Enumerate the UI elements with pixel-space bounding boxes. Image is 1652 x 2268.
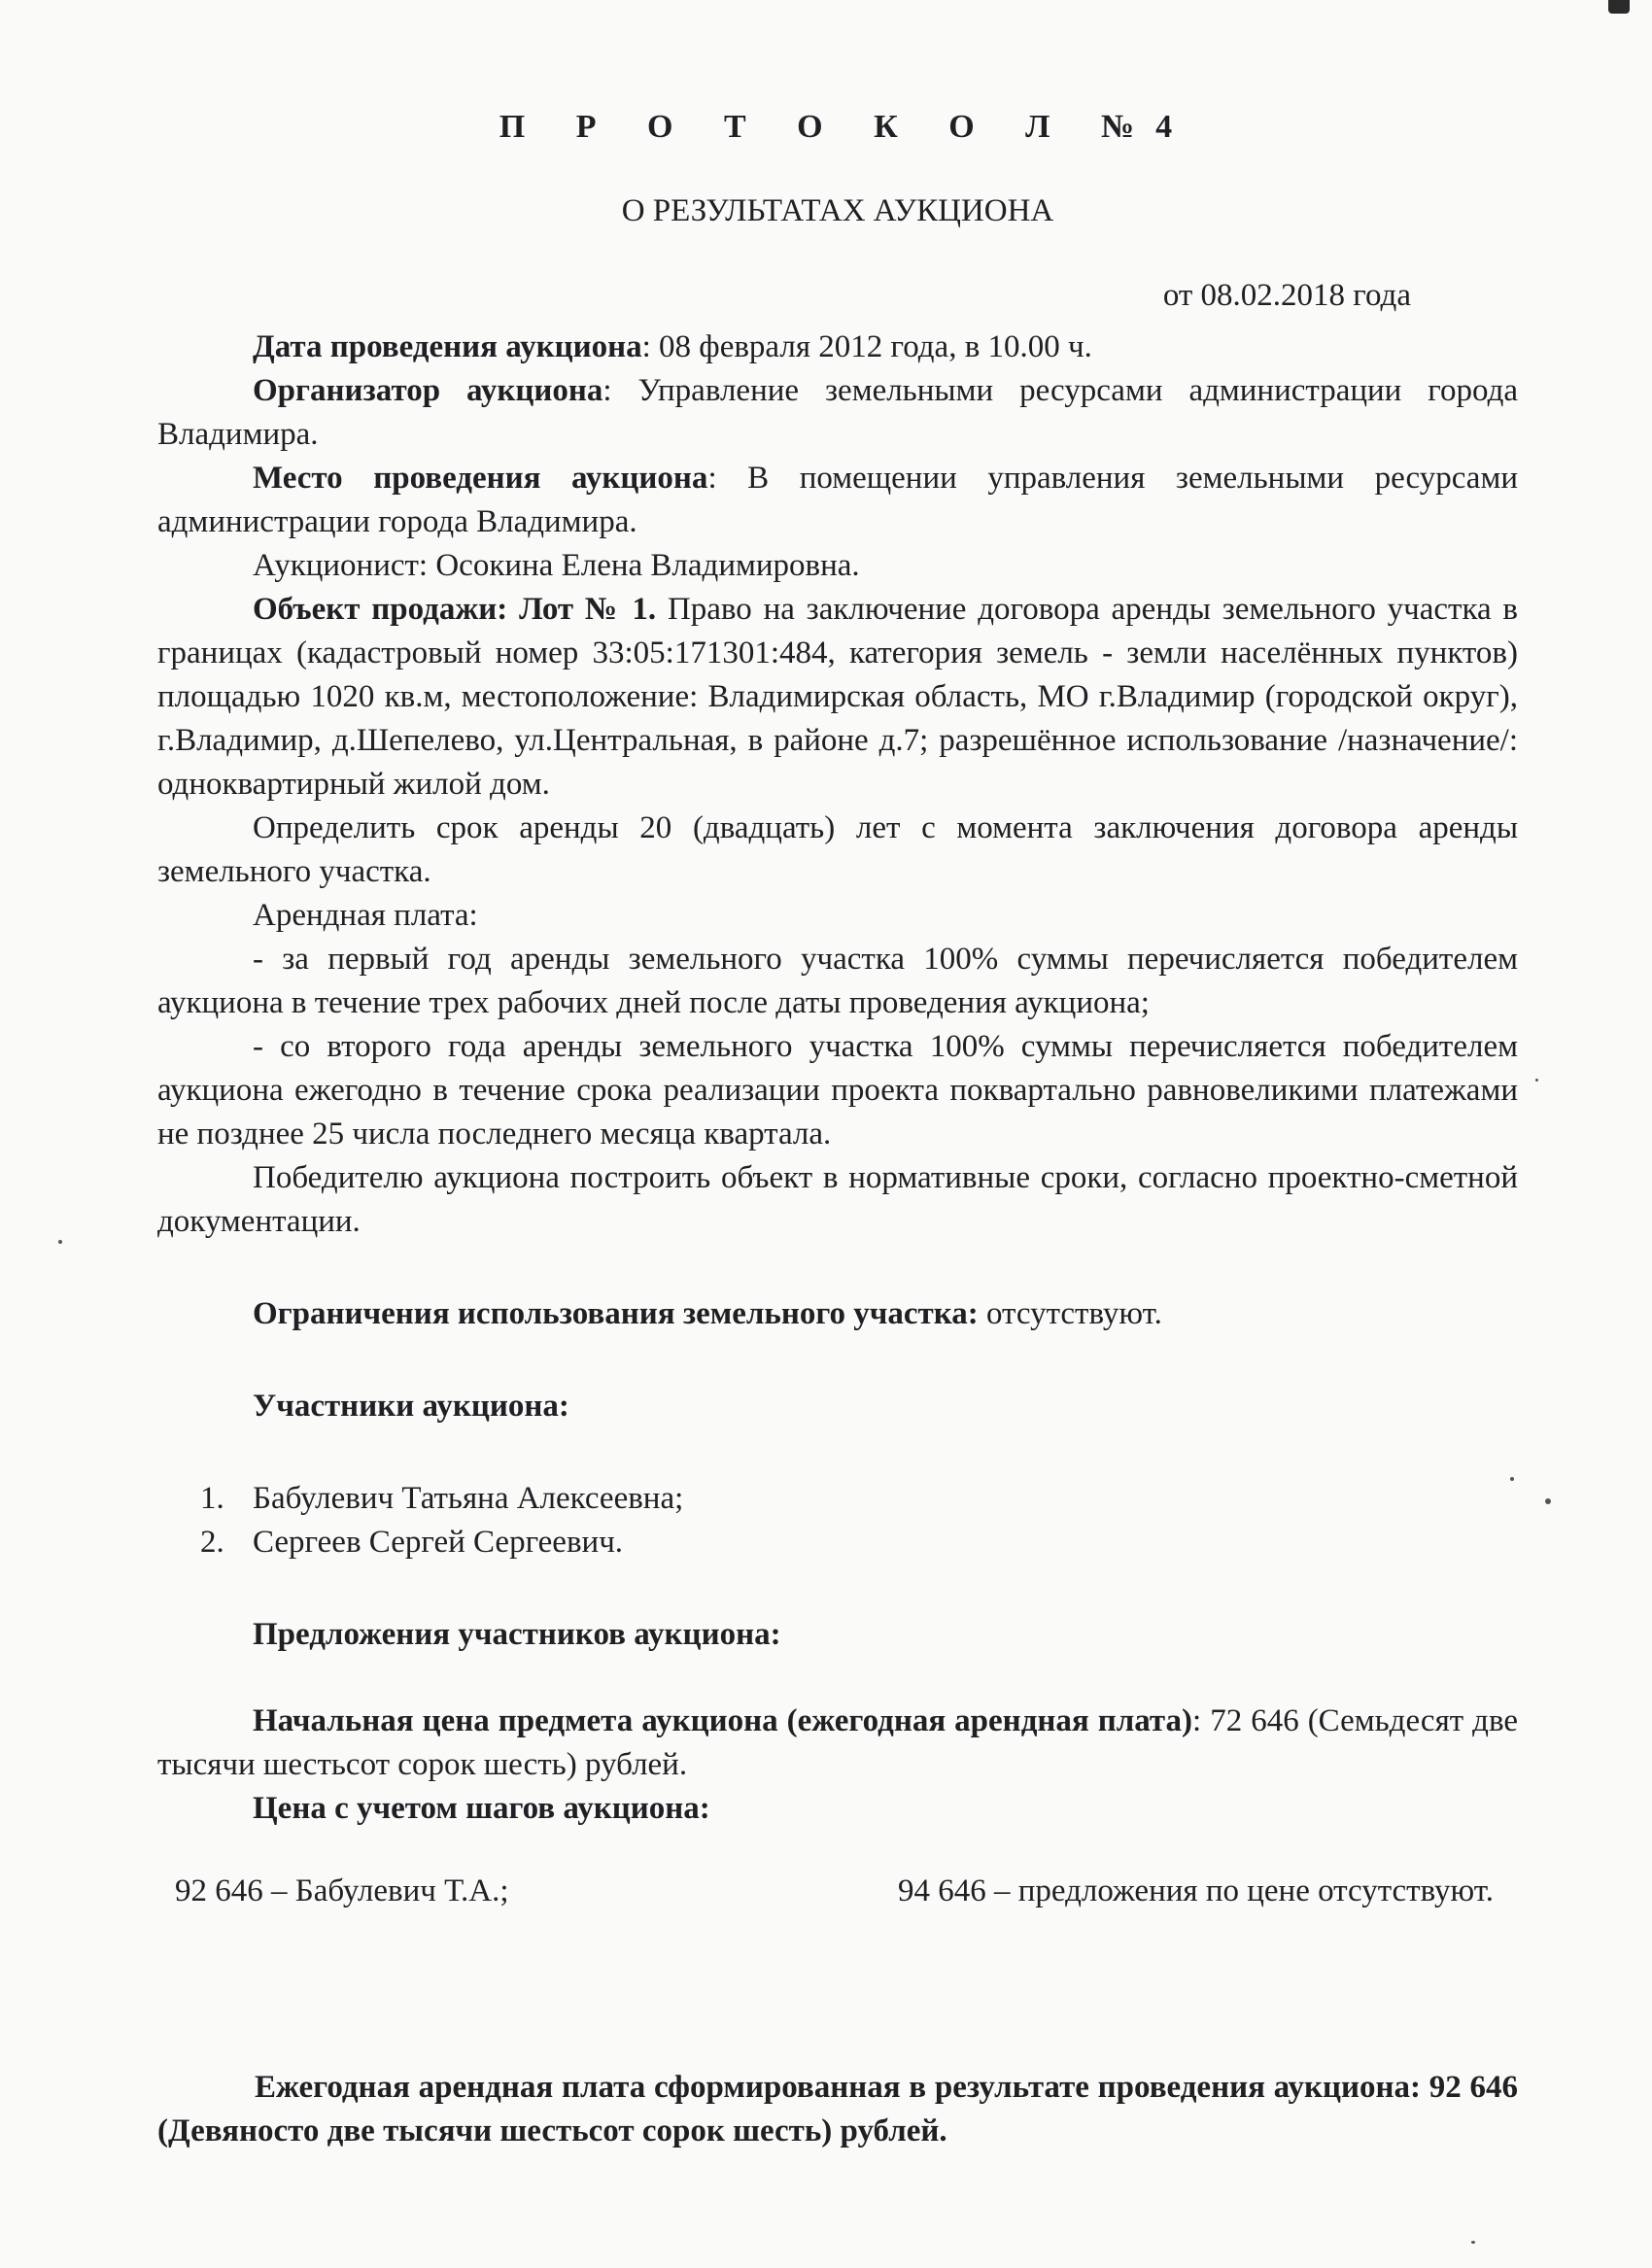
scan-speck [1471,2241,1475,2244]
auction-date-paragraph [157,326,1518,369]
auction-date-label: Дата проведения аукциона [253,329,642,364]
start-price-label: Начальная цена предмета аукциона (ежегодная арендная плата) [253,1703,1193,1738]
venue-label: Место проведения аукциона [253,461,708,496]
organizer-label: Организатор аукциона [253,373,603,408]
venue-value: : В помещении управления земельными ресурсами администрации города Владимира. [157,461,1518,539]
list-item-number: 1. [200,1481,224,1516]
auctioneer-paragraph: Аукционист: Осокина Елена Владимировна. [253,548,860,583]
scan-corner-mark [1608,0,1630,14]
document-date: от 08.02.2018 года [1162,278,1411,313]
document-subtitle: О РЕЗУЛЬТАТАХ АУКЦИОНА [621,193,1054,228]
auction-date-value: : 08 февраля 2012 года, в 10.00 ч. [641,329,1092,364]
price-step-no-offers: 94 646 – предложения по цене отсутствуют. [898,1873,1494,1908]
scan-speck [58,1240,62,1244]
participant-name: Сергеев Сергей Сергеевич. [253,1525,624,1560]
rent-following-years-paragraph: - со второго года аренды земельного участка 100% суммы перечисляется победителем аукциона ежегодно в течение срока реализации проекта поквартально равновеликими платежами не позднее 25 числа последнего месяца квартала. [157,1029,1518,1151]
participants-heading: Участники аукциона: [253,1389,569,1424]
list-item [157,1521,1518,1564]
organizer-value: : Управление земельными ресурсами администрации города Владимира. [157,373,1519,452]
sale-object-value: Право на заключение договора аренды земельного участка в границах (кадастровый номер 33:05:171301:484, категория земель - земли населённых пунктов) площадью 1020 кв.м, местоположение: Владимирская область, МО г.Владимир (городской округ), г.Владимир, д.Шепелево, ул.Центральная, в районе д.7; разрешённое использование /назначение/: одноквартирный жилой дом. [157,592,1518,802]
price-step-winner: 92 646 – Бабулевич Т.А.; [175,1873,509,1908]
rent-first-year-paragraph: - за первый год аренды земельного участка 100% суммы перечисляется победителем аукциона в течение трех рабочих дней после даты проведения аукциона; [157,942,1518,1020]
scan-speck [1545,1498,1551,1504]
list-item-number: 2. [200,1525,224,1560]
restrictions-label: Ограничения использования земельного участка: [253,1296,979,1331]
protocol-document [157,105,1518,2185]
venue-paragraph [157,457,1518,544]
rent-label: Арендная плата: [253,898,478,933]
winner-build-paragraph: Победителю аукциона построить объект в нормативные сроки, согласно проектно-сметной документации. [157,1160,1518,1239]
restrictions-value: отсутствуют. [978,1296,1162,1331]
list-item [157,1477,1518,1521]
price-steps-heading: Цена с учетом шагов аукциона: [253,1791,710,1826]
sale-object-paragraph [157,588,1518,807]
price-steps-row [157,1870,1518,1967]
start-price-paragraph [157,1700,1518,1787]
sale-object-label: Объект продажи: Лот № 1. [253,592,657,627]
lease-term-paragraph: Определить срок аренды 20 (двадцать) лет с момента заключения договора аренды земельного участка. [157,810,1518,889]
final-annual-rent: Ежегодная арендная плата сформированная в результате проведения аукциона: 92 646 (Девяносто две тысячи шестьсот сорок шесть) рублей. [157,2070,1518,2148]
scan-speck [1535,1079,1538,1082]
participant-name: Бабулевич Татьяна Алексеевна; [253,1481,684,1516]
start-price-value: : 72 646 (Семьдесят две тысячи шестьсот сорок шесть) рублей. [157,1703,1519,1782]
offers-heading: Предложения участников аукциона: [253,1617,781,1652]
organizer-paragraph [157,369,1518,457]
restrictions-paragraph [157,1292,1518,1336]
participants-list [157,1477,1518,1564]
document-title: П Р О Т О К О Л №4 [499,109,1194,145]
